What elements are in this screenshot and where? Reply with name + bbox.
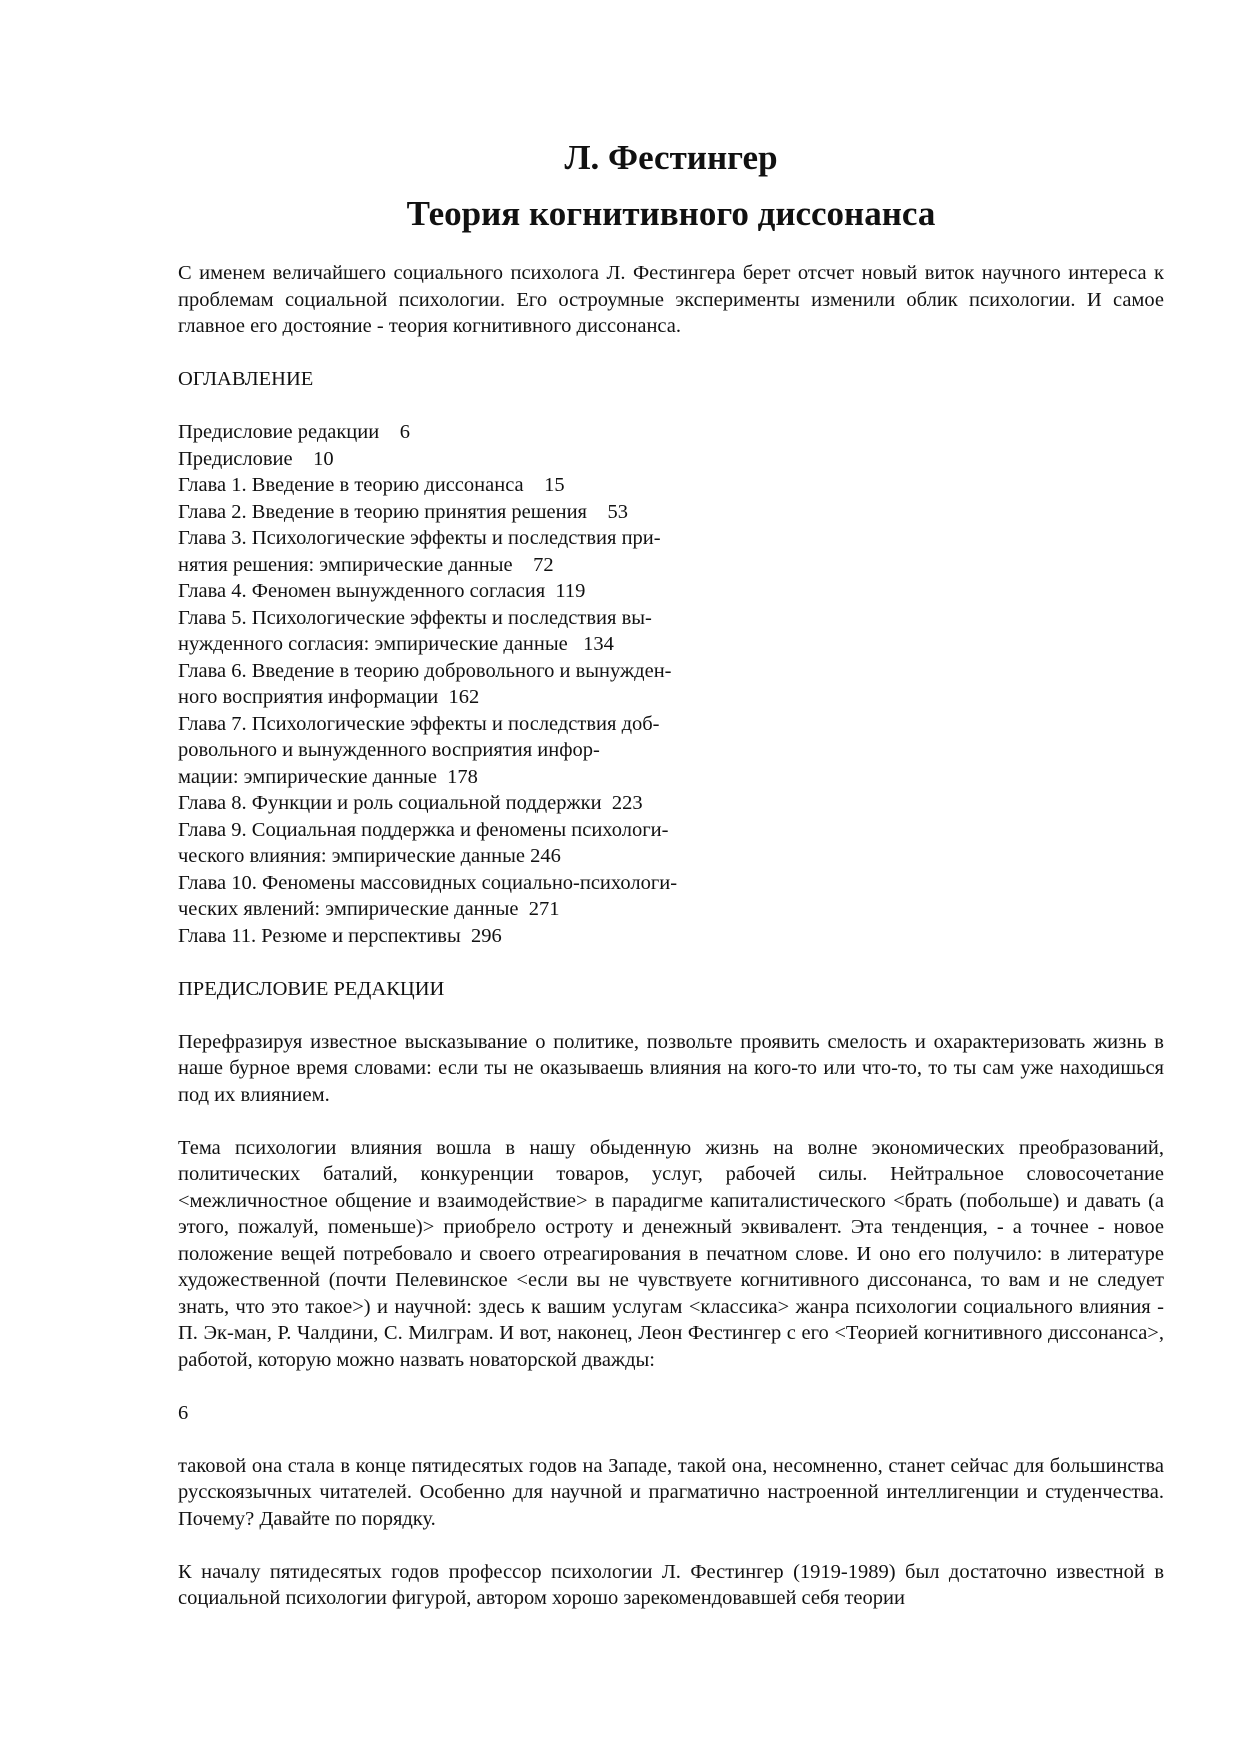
toc-entry: ного восприятия информации 162 [178,686,480,708]
table-of-contents [178,419,738,949]
intro-paragraph: С именем величайшего социального психолога Л. Фестингера берет отсчет новый виток научного интереса к проблемам социальной психологии. Его остроумные эксперименты изменили облик психологии. И самое главное его достояние - теория когнитивного диссонанса. [178,262,1164,337]
toc-entry: Глава 3. Психологические эффекты и последствия при- [178,527,661,549]
preface-paragraph-1: Перефразируя известное высказывание о политике, позвольте проявить смелость и охарактеризовать жизнь в наше бурное время словами: если ты не оказываешь влияния на кого-то или что-то, то ты сам уже находишься под их влиянием. [178,1030,1164,1106]
toc-entry: мации: эмпирические данные 178 [178,765,478,788]
toc-entry: ческого влияния: эмпирические данные 246 [178,845,561,867]
toc-entry: Глава 10. Феномены массовидных социально-психологи- [178,871,678,894]
toc-entry: нятия решения: эмпирические данные 72 [178,553,554,576]
preface-paragraph-2: Тема психологии влияния вошла в нашу обыденную жизнь на волне экономических преобразований, политических баталий, конкуренции товаров, услуг, рабочей силы. Нейтральное словосочетание <межличностное общение и взаимодействие> в парадигме капиталистического <брать (побольше) и давать (а этого, пожалуй, поменьше)> приобрело остроту и денежный эквивалент. Эта тенденция, - а точнее - новое положение вещей потребовало и своего отреагирования в печатном слове. И оно его получило: в литературе художественной (почти Пелевинское <если вы не чувствуете когнитивного диссонанса, то вам и не следует знать, что это такое>) и научной: здесь к вашим услугам <классика> жанра психологии социального влияния - П. Эк-ман, Р. Чалдини, С. Милграм. И вот, наконец, Леон Фестингер с его <Теорией когнитивного диссонанса>, работой, которую можно назвать новаторской дважды: [178,1136,1164,1371]
toc-entry: Глава 11. Резюме и перспективы 296 [178,924,502,947]
preface-heading: ПРЕДИСЛОВИЕ РЕДАКЦИИ [178,977,445,1000]
toc-entry: Предисловие редакции 6 [178,421,410,443]
preface-paragraph-3: таковой она стала в конце пятидесятых годов на Западе, такой она, несомненно, станет сейчас для большинства русскоязычных читателей. Особенно для научной и прагматично настроенной интеллигенции и студенчества. Почему? Давайте по порядку. [178,1454,1164,1530]
toc-entry: Предисловие 10 [178,447,334,470]
document-page [178,136,1164,1612]
document-title: Теория когнитивного диссонанса [406,194,936,233]
toc-entry: Глава 1. Введение в теорию диссонанса 15 [178,474,565,496]
toc-heading: ОГЛАВЛЕНИЕ [178,368,314,390]
toc-entry: ровольного и вынужденного восприятия инфор- [178,739,600,761]
toc-entry: Глава 8. Функции и роль социальной поддержки 223 [178,792,643,814]
toc-entry: Глава 9. Социальная поддержка и феномены психологи- [178,818,669,841]
toc-entry: Глава 7. Психологические эффекты и последствия доб- [178,712,660,735]
preface-paragraph-4: К началу пятидесятых годов профессор психологии Л. Фестингер (1919-1989) был достаточно известной в социальной психологии фигурой, автором хорошо зарекомендовавшей себя теории [178,1560,1164,1609]
toc-entry: Глава 5. Психологические эффекты и последствия вы- [178,606,652,629]
toc-entry: Глава 4. Феномен вынужденного согласия 119 [178,580,586,602]
toc-entry: нужденного согласия: эмпирические данные 134 [178,633,614,655]
toc-entry: ческих явлений: эмпирические данные 271 [178,898,560,920]
toc-entry: Глава 2. Введение в теорию принятия решения 53 [178,500,628,523]
toc-entry: Глава 6. Введение в теорию добровольного и вынужден- [178,659,672,682]
author-name: Л. Фестингер [564,138,778,177]
page-number: 6 [178,1401,189,1424]
